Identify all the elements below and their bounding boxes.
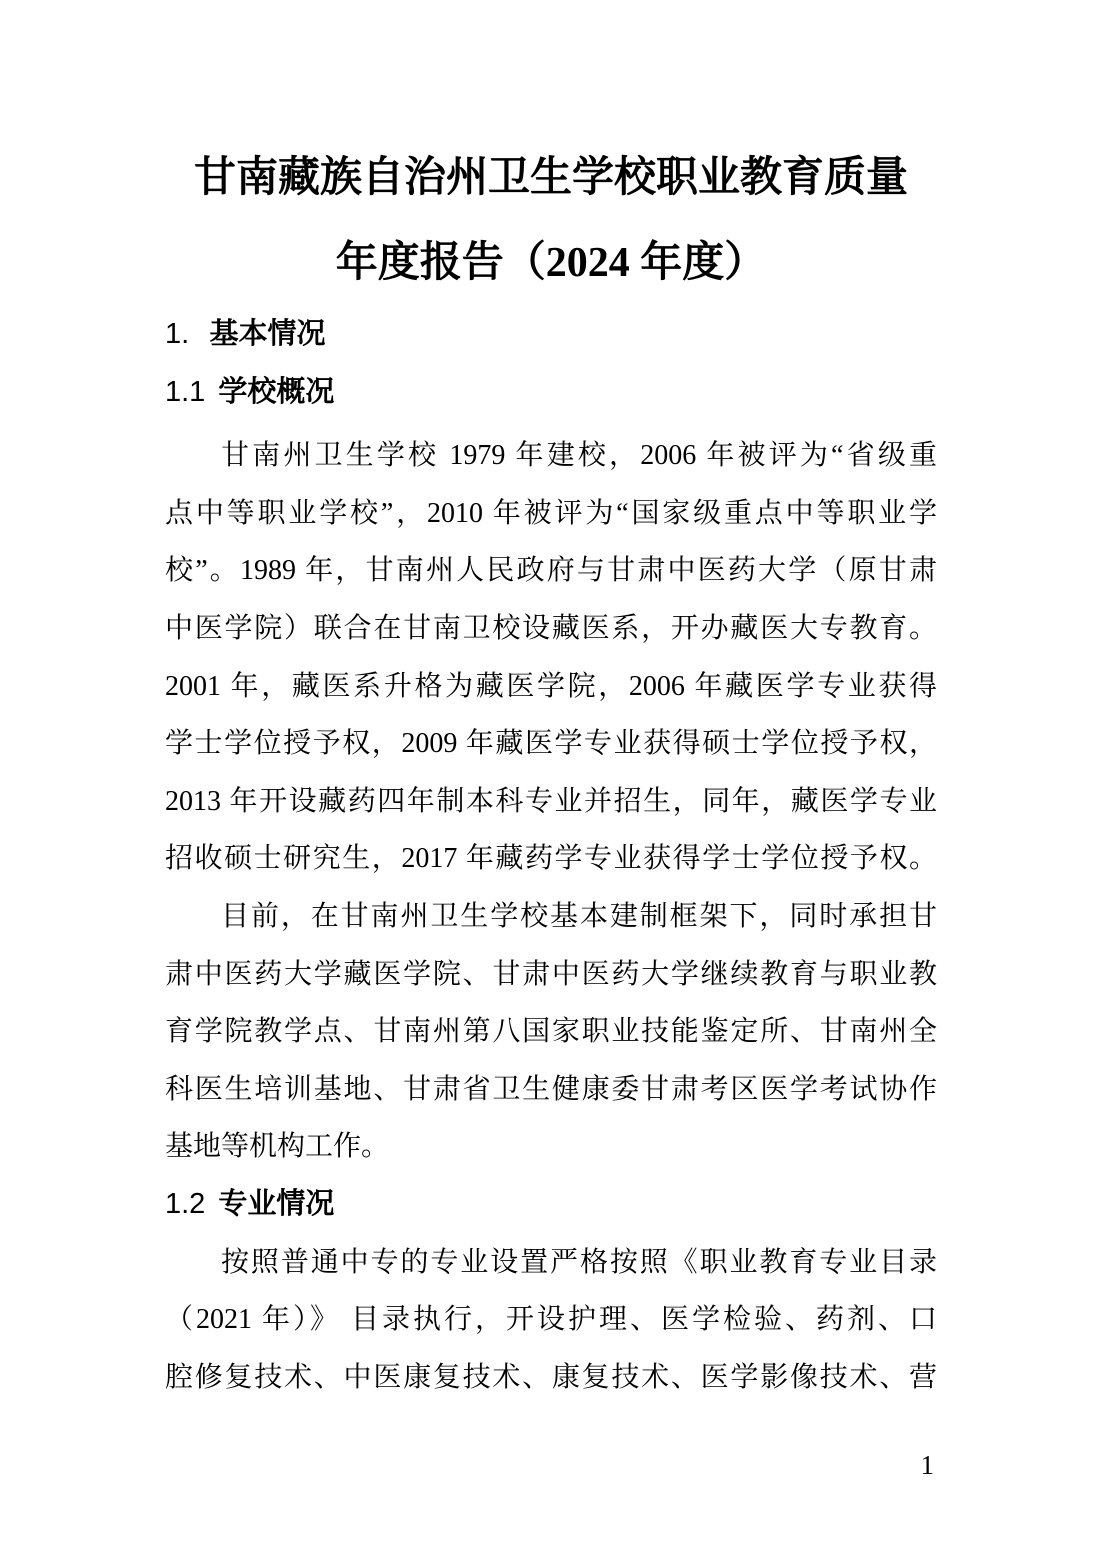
body-line: 目前，在甘南州卫生学校基本建制框架下，同时承担甘 xyxy=(221,900,937,932)
document-title-line2: 年度报告（2024 年度） xyxy=(335,240,767,286)
document-title xyxy=(165,0,937,306)
heading-1-2-label: 专业情况 xyxy=(218,1187,335,1220)
body-line: 基地等机构工作。 xyxy=(165,1131,390,1163)
body-line: 甘南州卫生学校 1979 年建校，2006 年被评为“省级重 xyxy=(221,440,937,472)
body-line: 点中等职业学校”，2010 年被评为“国家级重点中等职业学 xyxy=(165,497,937,529)
heading-1-1-number: 1.1 xyxy=(165,375,206,408)
body-line: 按照普通中专的专业设置严格按照《职业教育专业目录 xyxy=(221,1246,937,1278)
body-line: 学士学位授予权，2009 年藏医学专业获得硕士学位授予权， xyxy=(165,728,937,760)
heading-1-2 xyxy=(165,1176,937,1234)
document-title-line1: 甘南藏族自治州卫生学校职业教育质量 xyxy=(193,155,908,201)
body-line: 2001 年，藏医系升格为藏医学院，2006 年藏医学专业获得 xyxy=(165,670,937,702)
body-line: 2013 年开设藏药四年制本科专业并招生，同年，藏医学专业 xyxy=(165,785,937,817)
body-line: 腔修复技术、中医康复技术、康复技术、医学影像技术、营 xyxy=(165,1361,937,1393)
body-line: （2021 年）》 目录执行，开设护理、医学检验、药剂、口 xyxy=(165,1304,937,1336)
body-line: 中医学院）联合在甘南卫校设藏医系，开办藏医大专教育。 xyxy=(165,612,937,644)
heading-1-1 xyxy=(165,364,937,422)
body-line: 校”。1989 年，甘南州人民政府与甘肃中医药大学（原甘肃 xyxy=(165,555,937,587)
heading-1-1-label: 学校概况 xyxy=(218,375,335,408)
body-line: 肃中医药大学藏医学院、甘肃中医药大学继续教育与职业教 xyxy=(165,958,937,990)
heading-1 xyxy=(165,306,937,364)
body-line: 科医生培训基地、甘肃省卫生健康委甘肃考区医学考试协作 xyxy=(165,1073,937,1105)
body-line: 育学院教学点、甘南州第八国家职业技能鉴定所、甘南州全 xyxy=(165,1016,937,1048)
page-number: 1 xyxy=(920,1450,934,1480)
body-line: 招收硕士研究生，2017 年藏药学专业获得学士学位授予权。 xyxy=(165,843,937,875)
heading-1-2-number: 1.2 xyxy=(165,1187,206,1220)
heading-1-label: 基本情况 xyxy=(209,318,326,350)
document-content xyxy=(165,0,937,1406)
heading-1-number: 1. xyxy=(165,318,190,350)
